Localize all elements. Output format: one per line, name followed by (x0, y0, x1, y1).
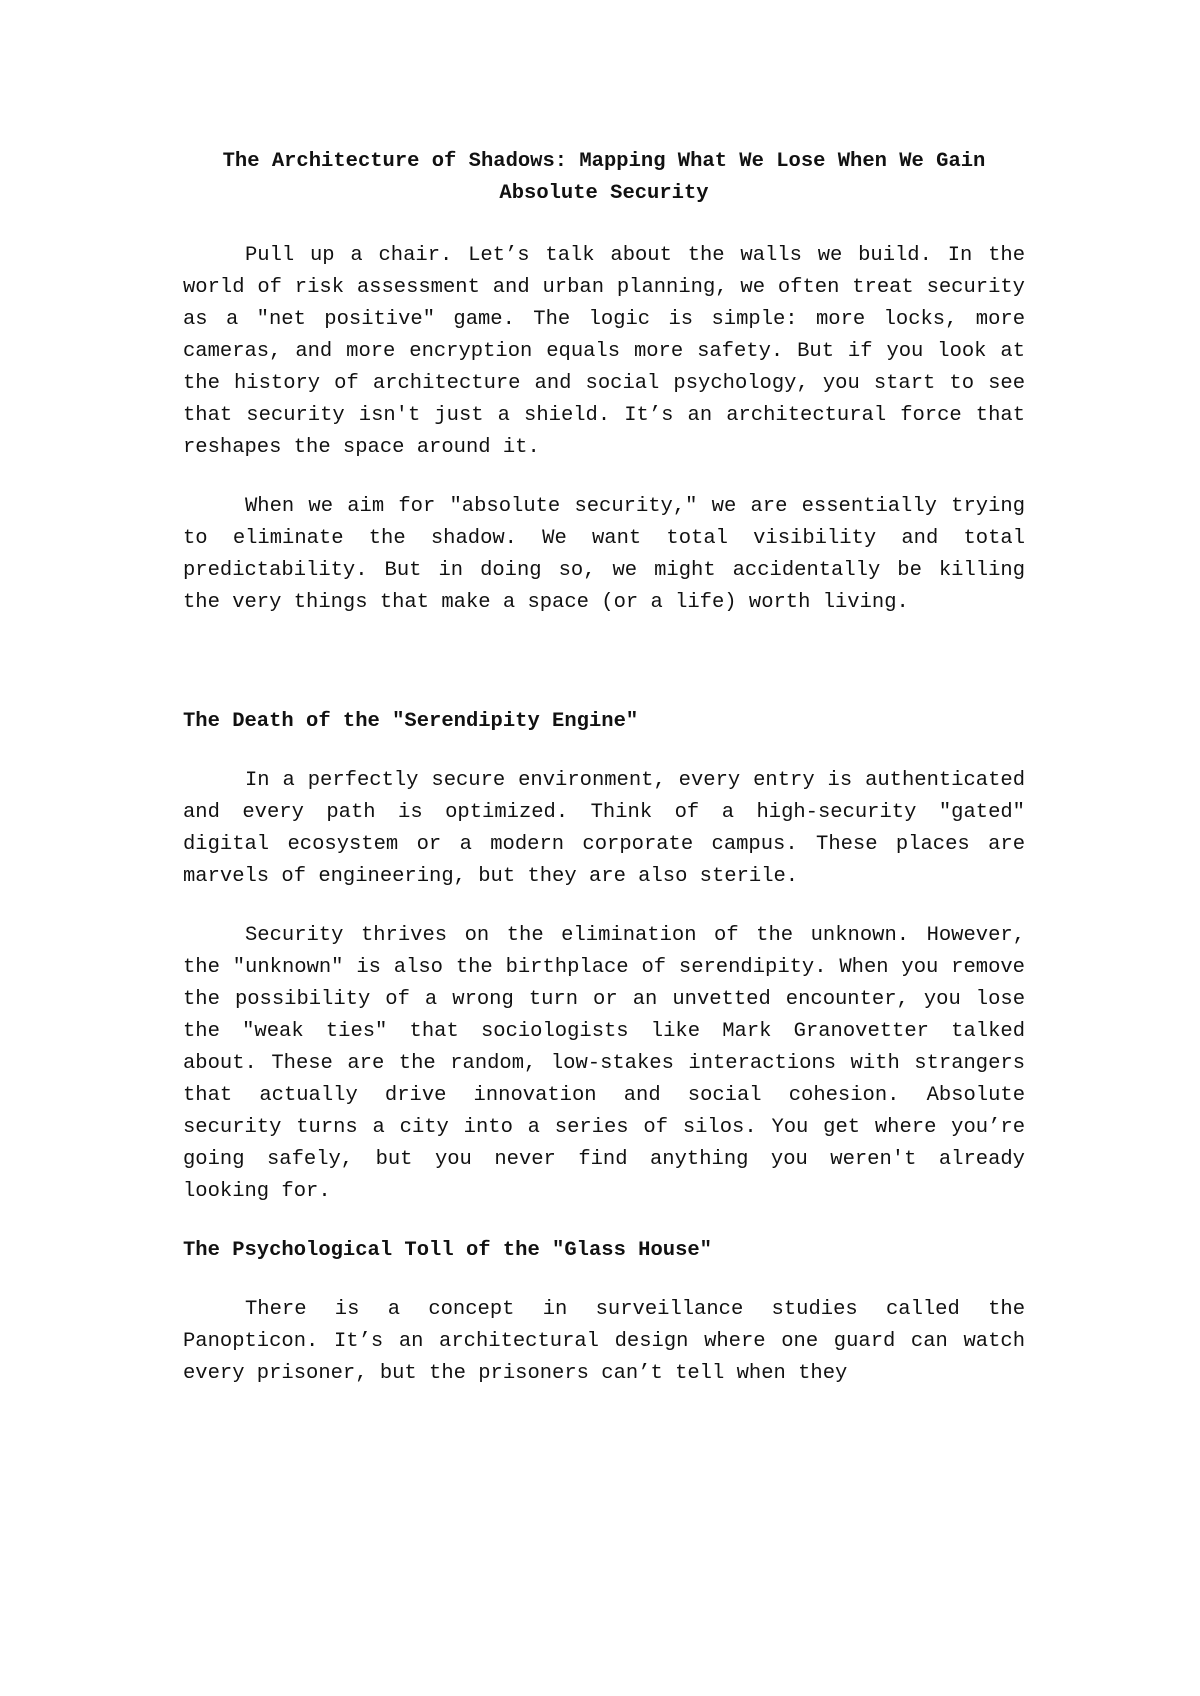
serendipity-paragraph-2: Security thrives on the elimination of the unknown. However, the "unknown" is also the birthplace of serendipity. When you remove the possibility of a wrong turn or an unvetted encounter, you lose the "weak ties" that sociologists like Mark Granovetter talked about. These are the random, low-stakes interactions with strangers that actually drive innovation and social cohesion. Absolute security turns a city into a series of silos. You get where you’re going safely, but you never find anything you weren't already looking for. (183, 924, 1025, 1203)
intro-paragraph-1: Pull up a chair. Let’s talk about the walls we build. In the world of risk assessment and urban planning, we often treat security as a "net positive" game. The logic is simple: more locks, more cameras, and more encryption equals more safety. But if you look at the history of architecture and social psychology, you start to see that security isn't just a shield. It’s an architectural force that reshapes the space around it. (183, 244, 1025, 459)
glass-house-paragraph-1: There is a concept in surveillance studies called the Panopticon. It’s an architectural design where one guard can watch every prisoner, but the prisoners can’t tell when they (183, 1298, 1025, 1385)
document-body (183, 146, 1025, 1390)
intro-paragraph-2: When we aim for "absolute security," we are essentially trying to eliminate the shadow. We want total visibility and total predictability. But in doing so, we might accidentally be killing the very things that make a space (or a life) worth living. (183, 495, 1025, 614)
section-heading-glass-house: The Psychological Toll of the "Glass House" (183, 1239, 712, 1262)
document-title: The Architecture of Shadows: Mapping What We Lose When We Gain Absolute Security (222, 150, 986, 205)
section-heading-serendipity: The Death of the "Serendipity Engine" (183, 710, 639, 733)
serendipity-paragraph-1: In a perfectly secure environment, every entry is authenticated and every path is optimized. Think of a high-security "gated" digital ecosystem or a modern corporate campus. These places are marvels of engineering, but they are also sterile. (183, 769, 1025, 888)
